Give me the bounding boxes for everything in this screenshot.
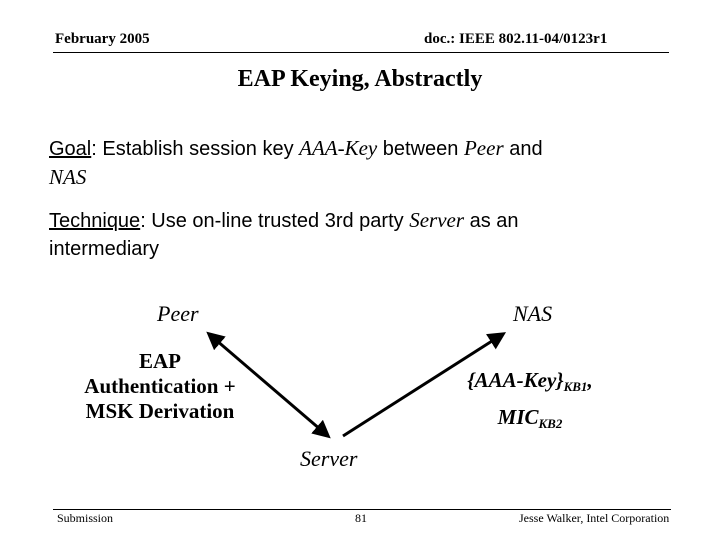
node-server: Server: [300, 446, 358, 471]
comma-text: ,: [587, 368, 593, 392]
node-peer: Peer: [157, 301, 199, 326]
node-nas: NAS: [513, 301, 553, 326]
goal-label: Goal: [49, 138, 92, 160]
mic-text: MIC: [497, 405, 539, 429]
key-delivery-label: [440, 365, 620, 439]
eap-auth-line-2: Authentication +: [84, 374, 236, 398]
technique-line-2: intermediary: [49, 238, 160, 260]
goal-text-1: : Establish session key: [91, 138, 300, 160]
technique-text-2: as an: [464, 210, 519, 232]
key-delivery-line-2: [440, 402, 620, 439]
kb2-subscript: KB2: [538, 416, 563, 431]
goal-text-3: and: [503, 138, 543, 160]
footer-submission: Submission: [57, 511, 114, 525]
eap-auth-label: [60, 349, 260, 424]
eap-auth-line-1: EAP: [139, 349, 181, 373]
footer-divider: [53, 509, 671, 510]
goal-key: AAA-Key: [299, 136, 378, 160]
goal-nas: NAS: [49, 165, 87, 189]
goal-peer: Peer: [463, 136, 504, 160]
technique-server: Server: [409, 208, 465, 232]
technique-text-1: : Use on-line trusted 3rd party: [140, 210, 410, 232]
aaa-key-text: {AAA-Key}: [467, 368, 564, 392]
footer-page-number: 81: [355, 511, 367, 525]
header-date: February 2005: [55, 31, 150, 47]
header-doc-id: doc.: IEEE 802.11-04/0123r1: [424, 31, 608, 47]
slide-title: EAP Keying, Abstractly: [237, 66, 483, 92]
kb1-subscript: KB1: [563, 379, 588, 394]
footer-author: Jesse Walker, Intel Corporation: [519, 511, 670, 525]
eap-auth-line-3: MSK Derivation: [85, 399, 235, 423]
technique-label: Technique: [49, 210, 141, 232]
goal-text-2: between: [377, 138, 464, 160]
key-delivery-line-1: [440, 365, 620, 402]
